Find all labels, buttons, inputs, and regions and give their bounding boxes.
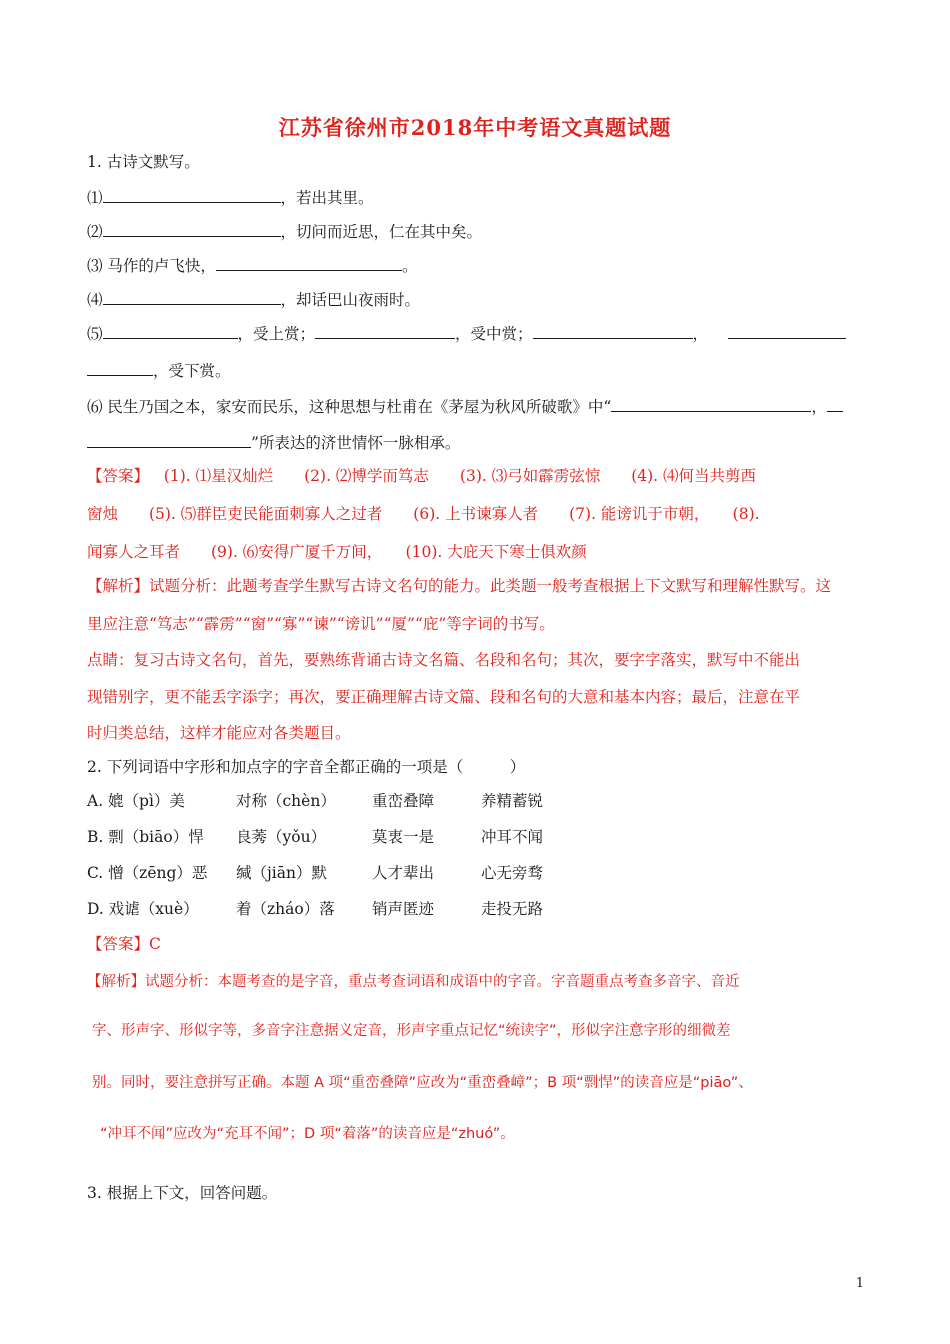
answer-blank [216,255,402,271]
q1-line-2: ⑵ ，切问而近思，仁在其中矣。 [87,223,483,241]
q1-line-1: ⑴ ，若出其里。 [87,189,374,207]
answer-blank [728,323,846,339]
q1-line-3: ⑶ 马作的卢飞快， 。 [87,257,418,275]
q1-answer-line-3: 闻寡人之耳者 (9). ⑹安得广厦千万间， (10). 大庇天下寒士俱欢颜 [87,543,587,561]
answer-blank [827,396,843,412]
q2-analysis-line-1: 【解析】试题分析：本题考查的是字音，重点考查词语和成语中的字音。字音题重点考查多音字、音近 [87,974,740,990]
answer-blank [533,323,693,339]
q1-tip-line-2: 现错别字，更不能丢字添字；再次，要正确理解古诗文篇、段和名句的大意和基本内容；最后，注意在平 [87,688,801,706]
answer-blank [87,432,251,448]
q1-line-5b: ，受下赏。 [87,360,231,381]
page-title: 江苏省徐州市2018年中考语文真题试题 [278,115,672,140]
q1-answer-line-2: 窗烛 (5). ⑸群臣吏民能面刺寡人之过者 (6). 上书谏寡人者 (7). 能谤讥于市朝， (8). [87,505,760,523]
q2-analysis-line-2: 字、形声字、形似字等，多音字注意据义定音，形声字重点记忆“统读字”，形似字注意字形的细微差 [92,1023,731,1039]
page-number: 1 [855,1276,864,1291]
answer-blank [103,221,281,237]
answer-blank [87,360,153,376]
q1-tip-line-3: 时归类总结，这样才能应对各类题目。 [87,724,351,742]
q1-answer-line-1: 【答案】 (1). ⑴星汉灿烂 (2). ⑵博学而笃志 (3). ⑶弓如霹雳弦惊 (4). ⑷何当共剪西 [87,467,757,485]
q1-analysis-line-1: 【解析】试题分析：此题考查学生默写古诗文名句的能力。此类题一般考查根据上下文默写和理解性默写。这 [87,577,832,595]
q1-tip-line-1: 点睛：复习古诗文名句，首先，要熟练背诵古诗文名篇、名段和名句；其次，要字字落实，默写中不能出 [87,651,801,669]
q1-analysis-line-2: 里应注意“笃志”“霹雳”“窗”“寡”“谏”“谤讥”“厦”“庇”等字词的书写。 [87,615,555,633]
q1-line-5: ⑸ ，受上赏； ，受中赏； ， [87,323,846,344]
q2-analysis-line-3: 别。同时，要注意拼写正确。本题 A 项“重峦叠障”应改为“重峦叠嶂”；B 项“剽悍”的读音应是“piāo”、 [92,1075,753,1091]
q3-stem: 3. 根据上下文，回答问题。 [87,1184,278,1202]
q2-answer: 【答案】C [87,935,161,953]
answer-blank [103,187,281,203]
answer-blank [611,396,811,412]
q1-stem: 1. 古诗文默写。 [87,153,200,171]
q1-line-6b: ”所表达的济世情怀一脉相承。 [87,432,460,453]
q1-line-6: ⑹ 民生乃国之本，家安而民乐，这种思想与杜甫在《茅屋为秋风所破歌》中“ ， [87,396,843,417]
q2-analysis-line-4: “冲耳不闻”应改为“充耳不闻”；D 项“着落”的读音应是“zhuó”。 [100,1126,515,1142]
answer-blank [103,323,238,339]
answer-blank [315,323,455,339]
answer-blank [103,289,281,305]
q2-stem: 2. 下列词语中字形和加点字的字音全都正确的一项是（ ） [87,758,526,776]
q1-line-4: ⑷ ，却话巴山夜雨时。 [87,291,421,309]
